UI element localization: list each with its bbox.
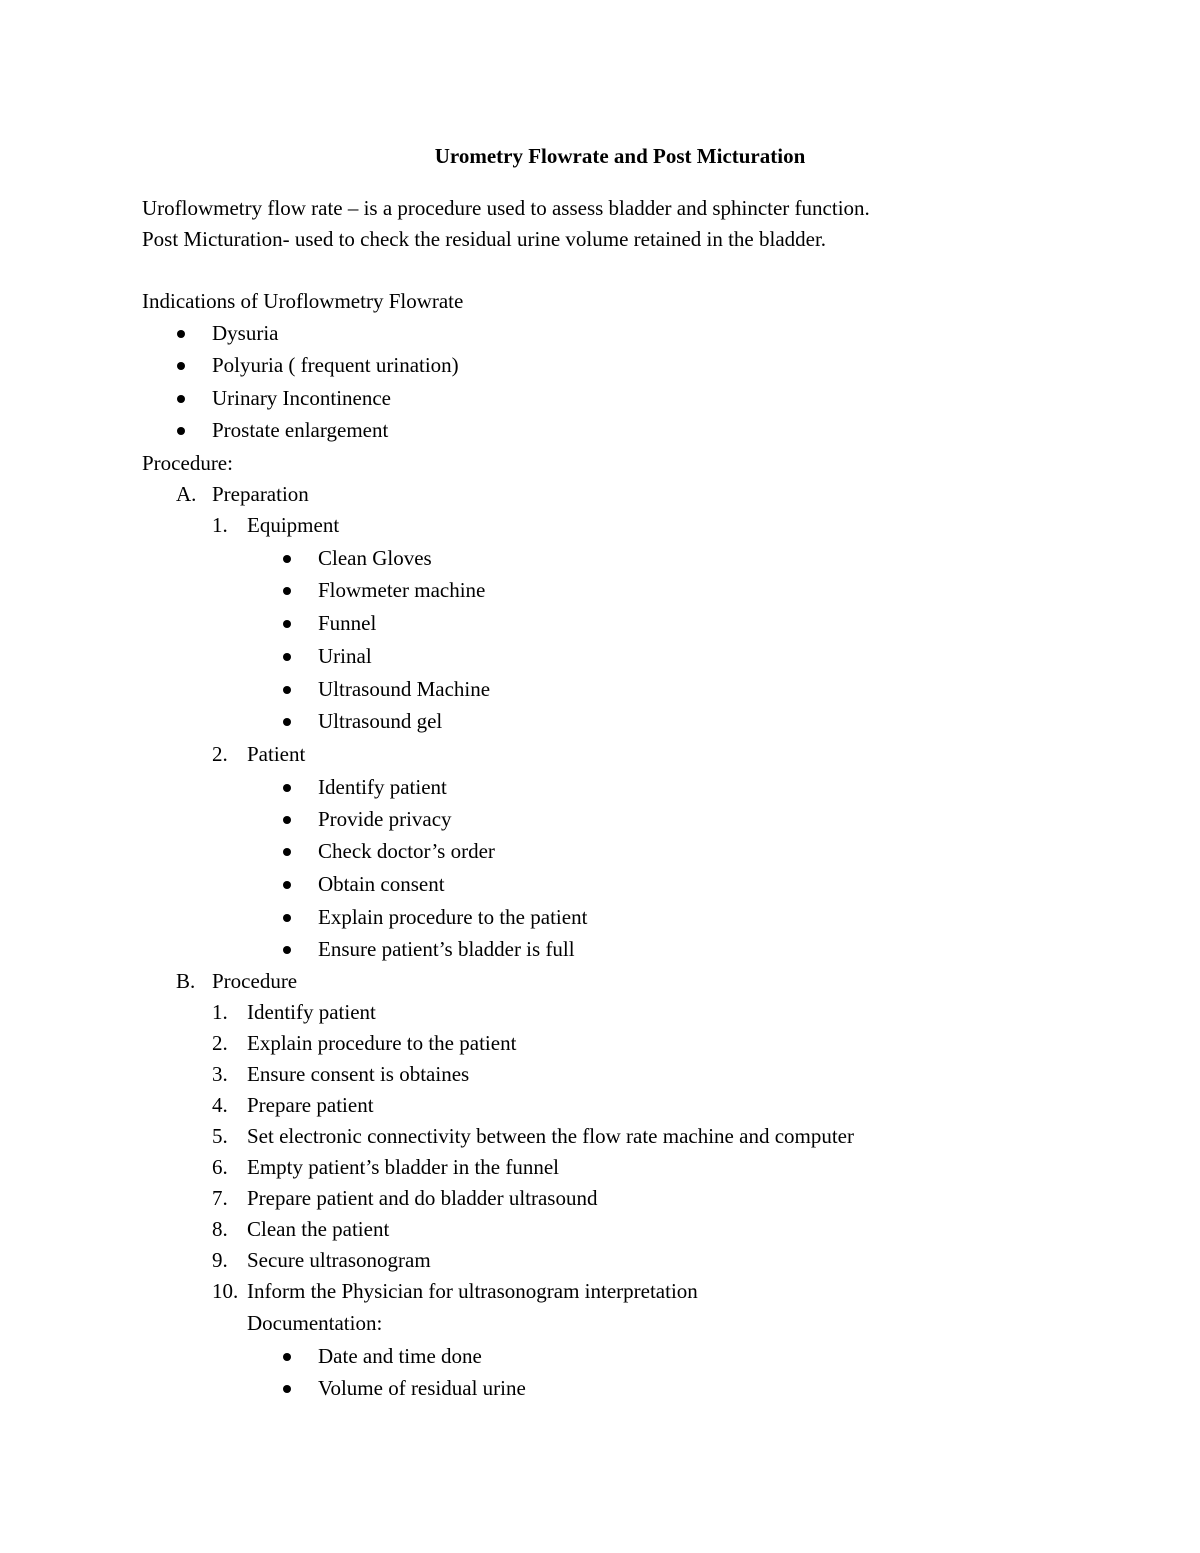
step-text: Secure ultrasonogram — [247, 1248, 431, 1272]
bullet-icon — [283, 555, 291, 563]
step-number: 2. — [212, 1031, 228, 1055]
bullet-icon — [177, 330, 185, 338]
step-text: Set electronic connectivity between the flow rate machine and computer — [247, 1124, 855, 1148]
indications-heading: Indications of Uroflowmetry Flowrate — [142, 289, 464, 313]
step-text: Empty patient’s bladder in the funnel — [247, 1155, 560, 1179]
step-number: 4. — [212, 1093, 228, 1117]
list-item: Identify patient — [318, 775, 447, 799]
step-number: 9. — [212, 1248, 228, 1272]
patient-marker: 2. — [212, 742, 228, 766]
step-text: Identify patient — [247, 1000, 376, 1024]
step-number: 3. — [212, 1062, 228, 1086]
step-text: Prepare patient and do bladder ultrasound — [247, 1186, 598, 1210]
page-title: Urometry Flowrate and Post Micturation — [434, 144, 806, 168]
list-item: Obtain consent — [318, 872, 445, 896]
list-item: Date and time done — [318, 1344, 482, 1368]
bullet-icon — [177, 427, 185, 435]
step-number: 7. — [212, 1186, 228, 1210]
list-item: Volume of residual urine — [318, 1376, 526, 1400]
step-number: 10. — [212, 1279, 239, 1303]
list-item: Urinal — [318, 644, 372, 668]
list-item: Funnel — [318, 611, 377, 635]
step-text: Clean the patient — [247, 1217, 390, 1241]
section-b-label: Procedure — [212, 969, 298, 993]
list-item: Explain procedure to the patient — [318, 905, 588, 929]
bullet-icon — [177, 395, 185, 403]
list-item: Check doctor’s order — [318, 839, 495, 863]
bullet-icon — [283, 653, 291, 661]
list-item: Ensure patient’s bladder is full — [318, 937, 575, 961]
intro-uroflowmetry: Uroflowmetry flow rate – is a procedure used to assess bladder and sphincter function. — [142, 196, 870, 220]
procedure-heading: Procedure: — [142, 451, 233, 475]
list-item: Ultrasound Machine — [318, 677, 491, 701]
bullet-icon — [283, 686, 291, 694]
list-item: Flowmeter machine — [318, 578, 486, 602]
list-item: Dysuria — [212, 321, 279, 345]
bullet-icon — [283, 1353, 291, 1361]
list-item: Clean Gloves — [318, 546, 432, 570]
step-number: 8. — [212, 1217, 228, 1241]
intro-post-micturation: Post Micturation- used to check the residual urine volume retained in the bladder. — [142, 227, 827, 251]
bullet-icon — [283, 620, 291, 628]
step-number: 6. — [212, 1155, 228, 1179]
patient-label: Patient — [247, 742, 306, 766]
bullet-icon — [177, 362, 185, 370]
step-text: Inform the Physician for ultrasonogram interpretation — [247, 1279, 698, 1303]
documentation-label: Documentation: — [247, 1311, 383, 1335]
list-item: Urinary Incontinence — [212, 386, 392, 410]
bullet-icon — [283, 914, 291, 922]
bullet-icon — [283, 784, 291, 792]
bullet-icon — [283, 881, 291, 889]
bullet-icon — [283, 946, 291, 954]
step-number: 1. — [212, 1000, 228, 1024]
section-a-label: Preparation — [212, 482, 309, 506]
bullet-icon — [283, 848, 291, 856]
step-text: Explain procedure to the patient — [247, 1031, 517, 1055]
step-text: Prepare patient — [247, 1093, 374, 1117]
bullet-icon — [283, 587, 291, 595]
equipment-marker: 1. — [212, 513, 228, 537]
step-number: 5. — [212, 1124, 228, 1148]
list-item: Polyuria ( frequent urination) — [212, 353, 459, 377]
section-b-marker: B. — [176, 969, 196, 993]
list-item: Ultrasound gel — [318, 709, 443, 733]
bullet-icon — [283, 718, 291, 726]
list-item: Prostate enlargement — [212, 418, 389, 442]
bullet-icon — [283, 816, 291, 824]
bullet-icon — [283, 1385, 291, 1393]
list-item: Provide privacy — [318, 807, 452, 831]
equipment-label: Equipment — [247, 513, 340, 537]
step-text: Ensure consent is obtaines — [247, 1062, 470, 1086]
section-a-marker: A. — [176, 482, 197, 506]
